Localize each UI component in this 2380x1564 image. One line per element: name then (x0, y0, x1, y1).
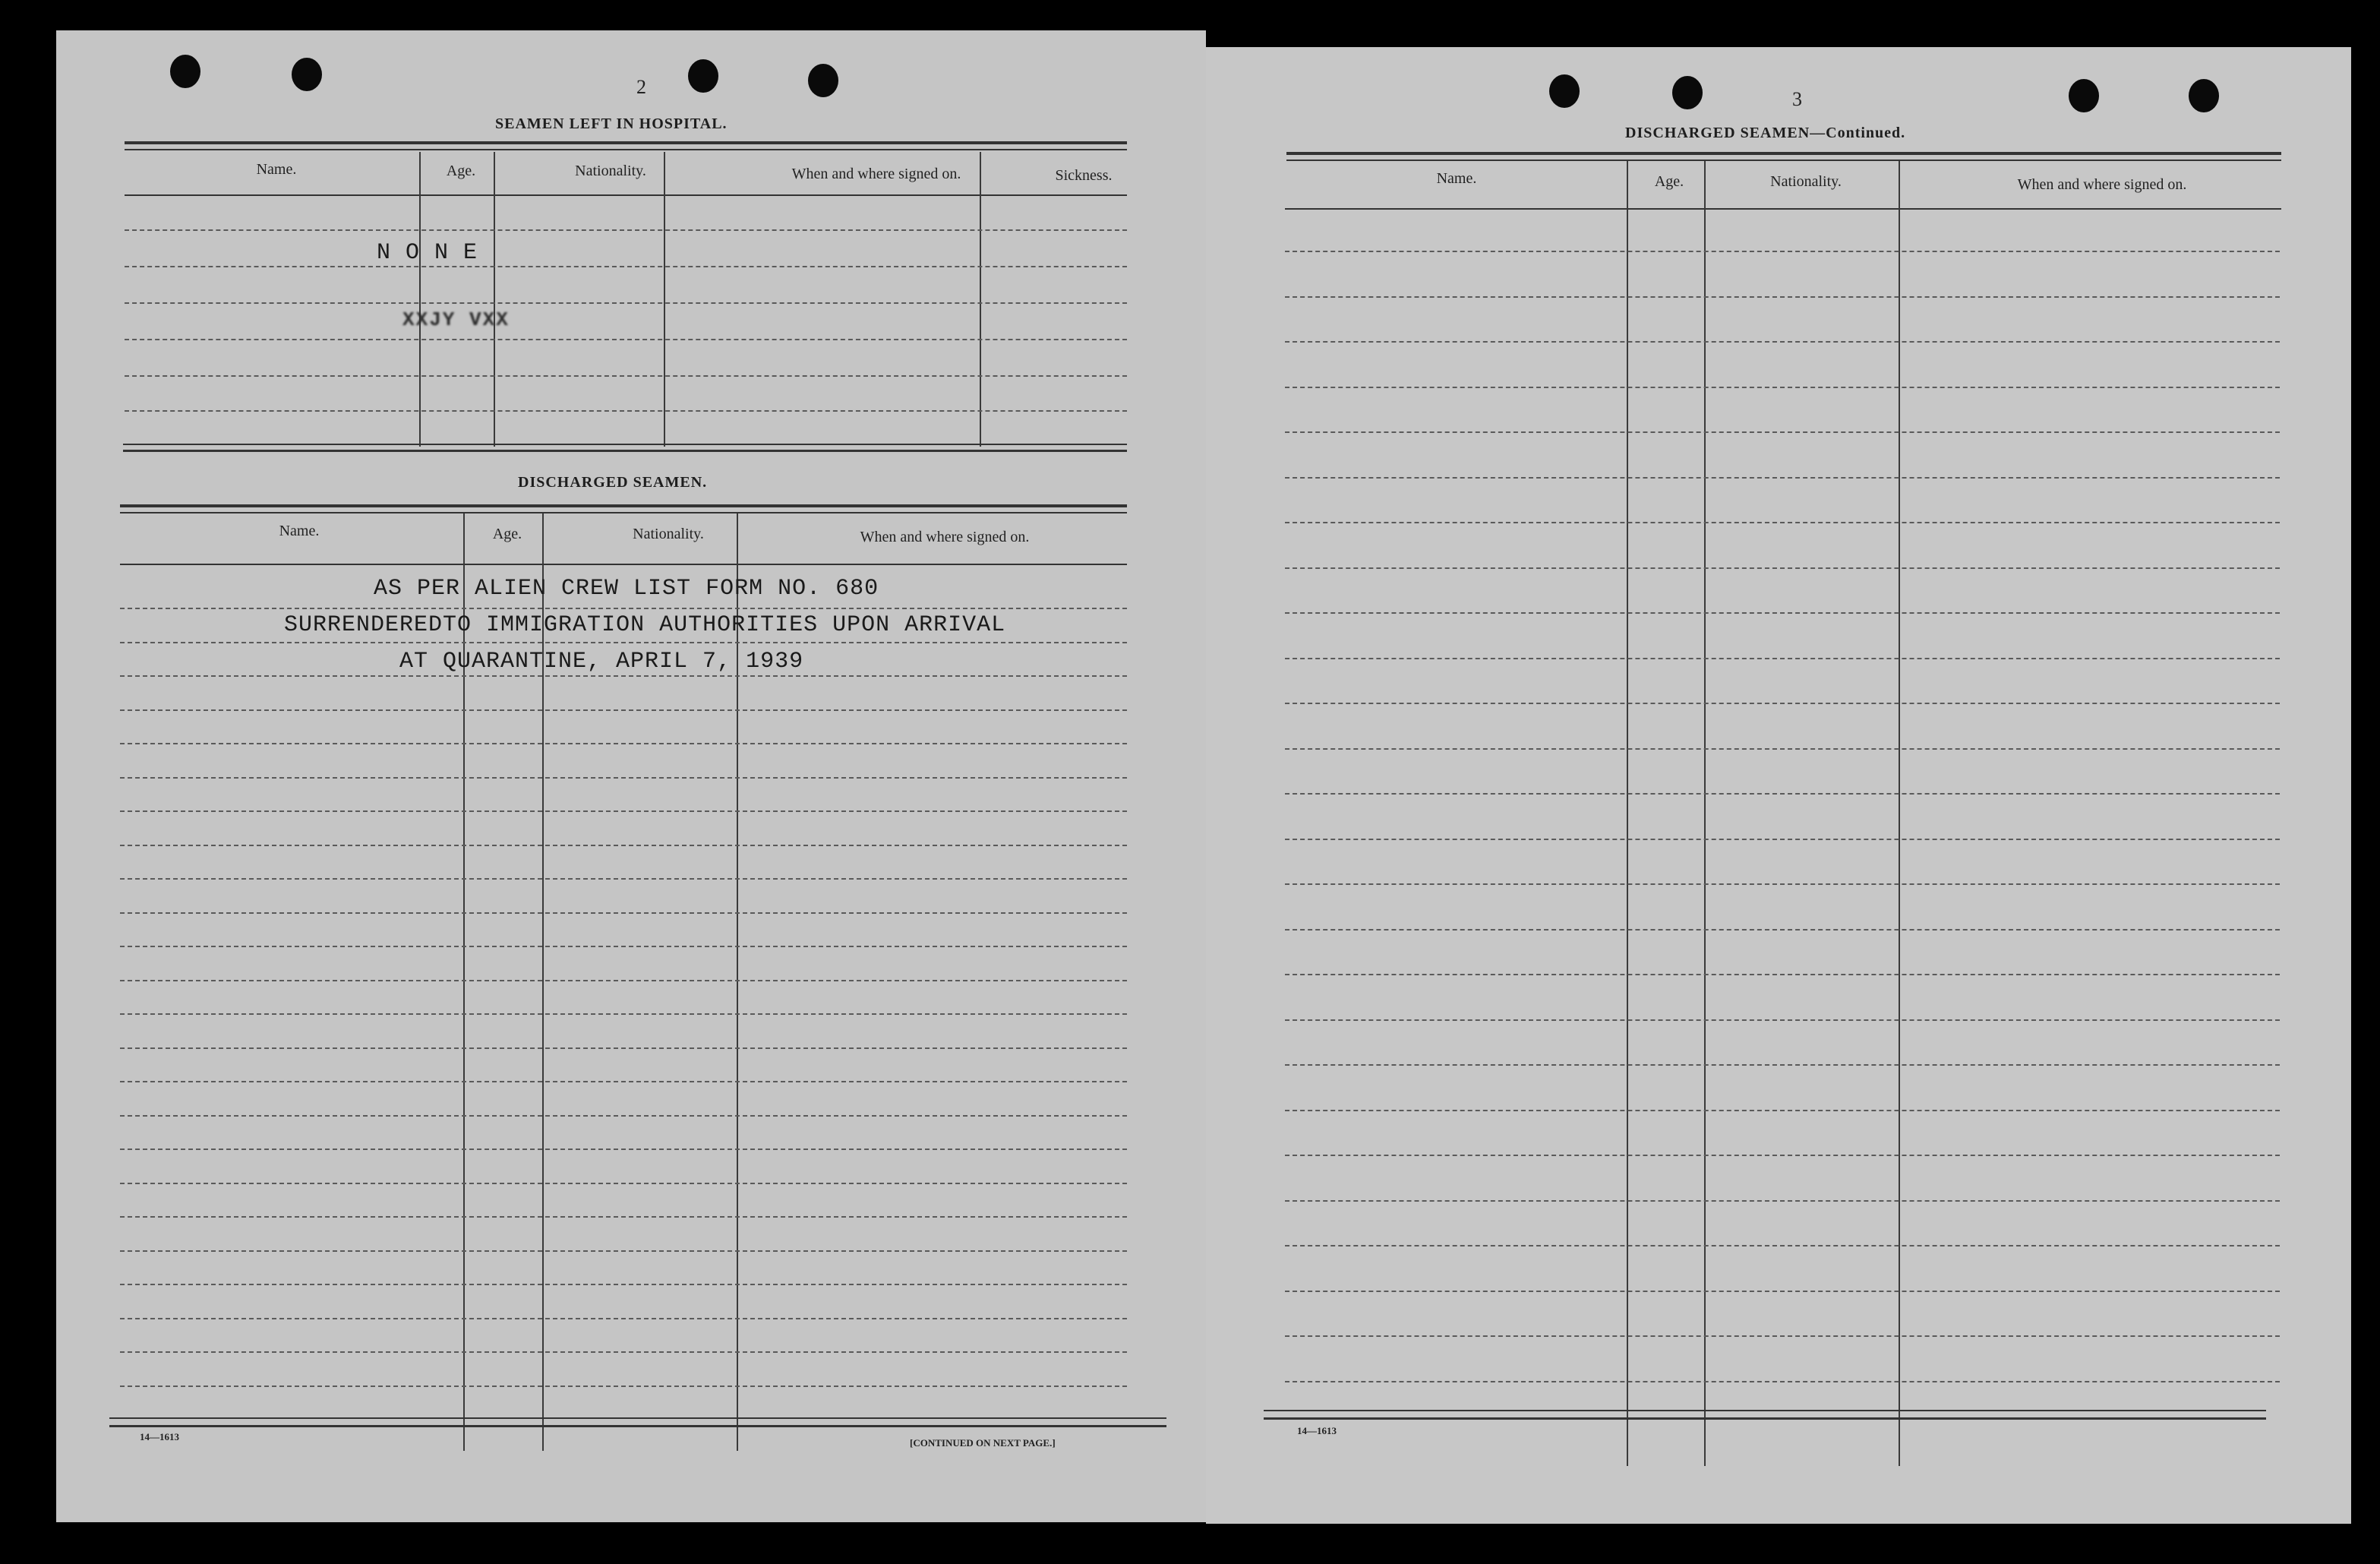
row-line (120, 777, 1127, 779)
row-line (125, 229, 1127, 231)
table-top-rule (120, 512, 1127, 513)
row-line (120, 1250, 1127, 1252)
col-header-nationality: Nationality. (633, 526, 704, 542)
row-line (1285, 1019, 2280, 1021)
column-divider (419, 152, 421, 447)
row-line (120, 1284, 1127, 1285)
row-line (120, 675, 1127, 677)
row-line (1285, 1291, 2280, 1292)
row-line (1285, 251, 2280, 252)
row-line (120, 878, 1127, 880)
row-line (120, 1047, 1127, 1049)
continued-note: [CONTINUED ON NEXT PAGE.] (910, 1437, 1056, 1449)
row-line (120, 1351, 1127, 1353)
header-rule (1285, 208, 2281, 210)
col-header-signed-on: When and where signed on. (2017, 176, 2187, 193)
row-line (120, 810, 1127, 812)
row-line (120, 980, 1127, 981)
row-line (1285, 793, 2280, 795)
header-rule (125, 194, 1127, 196)
row-line (120, 946, 1127, 947)
row-line (1285, 974, 2280, 975)
row-line (120, 1385, 1127, 1387)
punch-hole (2189, 79, 2219, 112)
row-line (1285, 1200, 2280, 1202)
row-line (1285, 703, 2280, 704)
typed-line-2: SURRENDEREDTO IMMIGRATION AUTHORITIES UPON ARRIVAL (284, 612, 1006, 638)
row-line (120, 1183, 1127, 1184)
row-line (120, 1115, 1127, 1117)
table-bottom-rule (1264, 1417, 2266, 1420)
column-divider (1627, 161, 1628, 1466)
col-header-sickness: Sickness. (1055, 167, 1113, 184)
row-line (1285, 612, 2280, 614)
row-line (120, 1081, 1127, 1082)
row-line (1285, 522, 2280, 523)
page-number: 2 (636, 76, 646, 98)
typed-line-1: AS PER ALIEN CREW LIST FORM NO. 680 (374, 576, 879, 602)
section-title: DISCHARGED SEAMEN—Continued. (1625, 125, 1906, 141)
row-line (1285, 883, 2280, 885)
table-top-rule (120, 504, 1127, 507)
punch-hole (1549, 74, 1580, 108)
right-page (1206, 47, 2351, 1524)
row-line (1285, 567, 2280, 569)
row-line (1285, 341, 2280, 343)
form-number: 14—1613 (140, 1431, 179, 1442)
row-line (1285, 1335, 2280, 1337)
column-divider (1899, 161, 1900, 1466)
punch-hole (808, 64, 838, 97)
row-line (125, 375, 1127, 377)
col-header-signed-on: When and where signed on. (860, 529, 1030, 545)
table-bottom-rule (109, 1417, 1166, 1419)
row-line (120, 743, 1127, 744)
column-divider (980, 152, 981, 447)
left-page (56, 30, 1206, 1522)
row-line (125, 339, 1127, 340)
col-header-age: Age. (1654, 173, 1684, 190)
punch-hole (170, 55, 200, 88)
hospital-entry: N O N E (377, 240, 478, 266)
punch-hole (1672, 76, 1703, 109)
col-header-age: Age. (492, 526, 522, 542)
row-line (120, 1149, 1127, 1150)
punch-hole (688, 59, 718, 93)
punch-hole (292, 58, 322, 91)
row-line (120, 709, 1127, 711)
table-top-rule (125, 149, 1127, 150)
col-header-name: Name. (256, 161, 297, 178)
row-line (1285, 748, 2280, 750)
table-top-rule (1286, 160, 2281, 161)
row-line (1285, 387, 2280, 388)
row-line (1285, 296, 2280, 298)
row-line (1285, 839, 2280, 840)
page-number: 3 (1792, 88, 1802, 110)
table-bottom-rule (123, 450, 1127, 452)
row-line (125, 266, 1127, 267)
row-line (120, 608, 1127, 609)
rubber-stamp: XXJY VXX (402, 308, 510, 331)
header-rule (120, 564, 1127, 565)
col-header-nationality: Nationality. (1770, 173, 1842, 190)
row-line (120, 1013, 1127, 1015)
row-line (1285, 1155, 2280, 1156)
row-line (1285, 1381, 2280, 1382)
col-header-name: Name. (1436, 170, 1477, 187)
punch-hole (2069, 79, 2099, 112)
row-line (1285, 1110, 2280, 1111)
discharged-section-title: DISCHARGED SEAMEN. (518, 474, 708, 491)
row-line (125, 302, 1127, 304)
column-divider (1704, 161, 1706, 1466)
table-bottom-rule (123, 444, 1127, 445)
column-divider (664, 152, 665, 447)
col-header-name: Name. (279, 523, 320, 539)
row-line (1285, 658, 2280, 659)
column-divider (494, 152, 495, 447)
table-top-rule (125, 141, 1127, 144)
row-line (1285, 477, 2280, 479)
row-line (120, 912, 1127, 914)
table-bottom-rule (109, 1425, 1166, 1427)
table-bottom-rule (1264, 1410, 2266, 1411)
row-line (125, 410, 1127, 412)
row-line (1285, 929, 2280, 931)
hospital-section-title: SEAMEN LEFT IN HOSPITAL. (495, 115, 728, 132)
col-header-signed-on: When and where signed on. (791, 166, 961, 182)
row-line (120, 1318, 1127, 1319)
row-line (120, 845, 1127, 846)
col-header-age: Age. (446, 163, 476, 179)
row-line (120, 1216, 1127, 1218)
col-header-nationality: Nationality. (575, 163, 646, 179)
form-number: 14—1613 (1297, 1425, 1337, 1436)
row-line (120, 642, 1127, 643)
table-top-rule (1286, 152, 2281, 155)
row-line (1285, 1245, 2280, 1246)
row-line (1285, 1064, 2280, 1066)
typed-line-3: AT QUARANTINE, APRIL 7, 1939 (399, 649, 804, 675)
row-line (1285, 431, 2280, 433)
